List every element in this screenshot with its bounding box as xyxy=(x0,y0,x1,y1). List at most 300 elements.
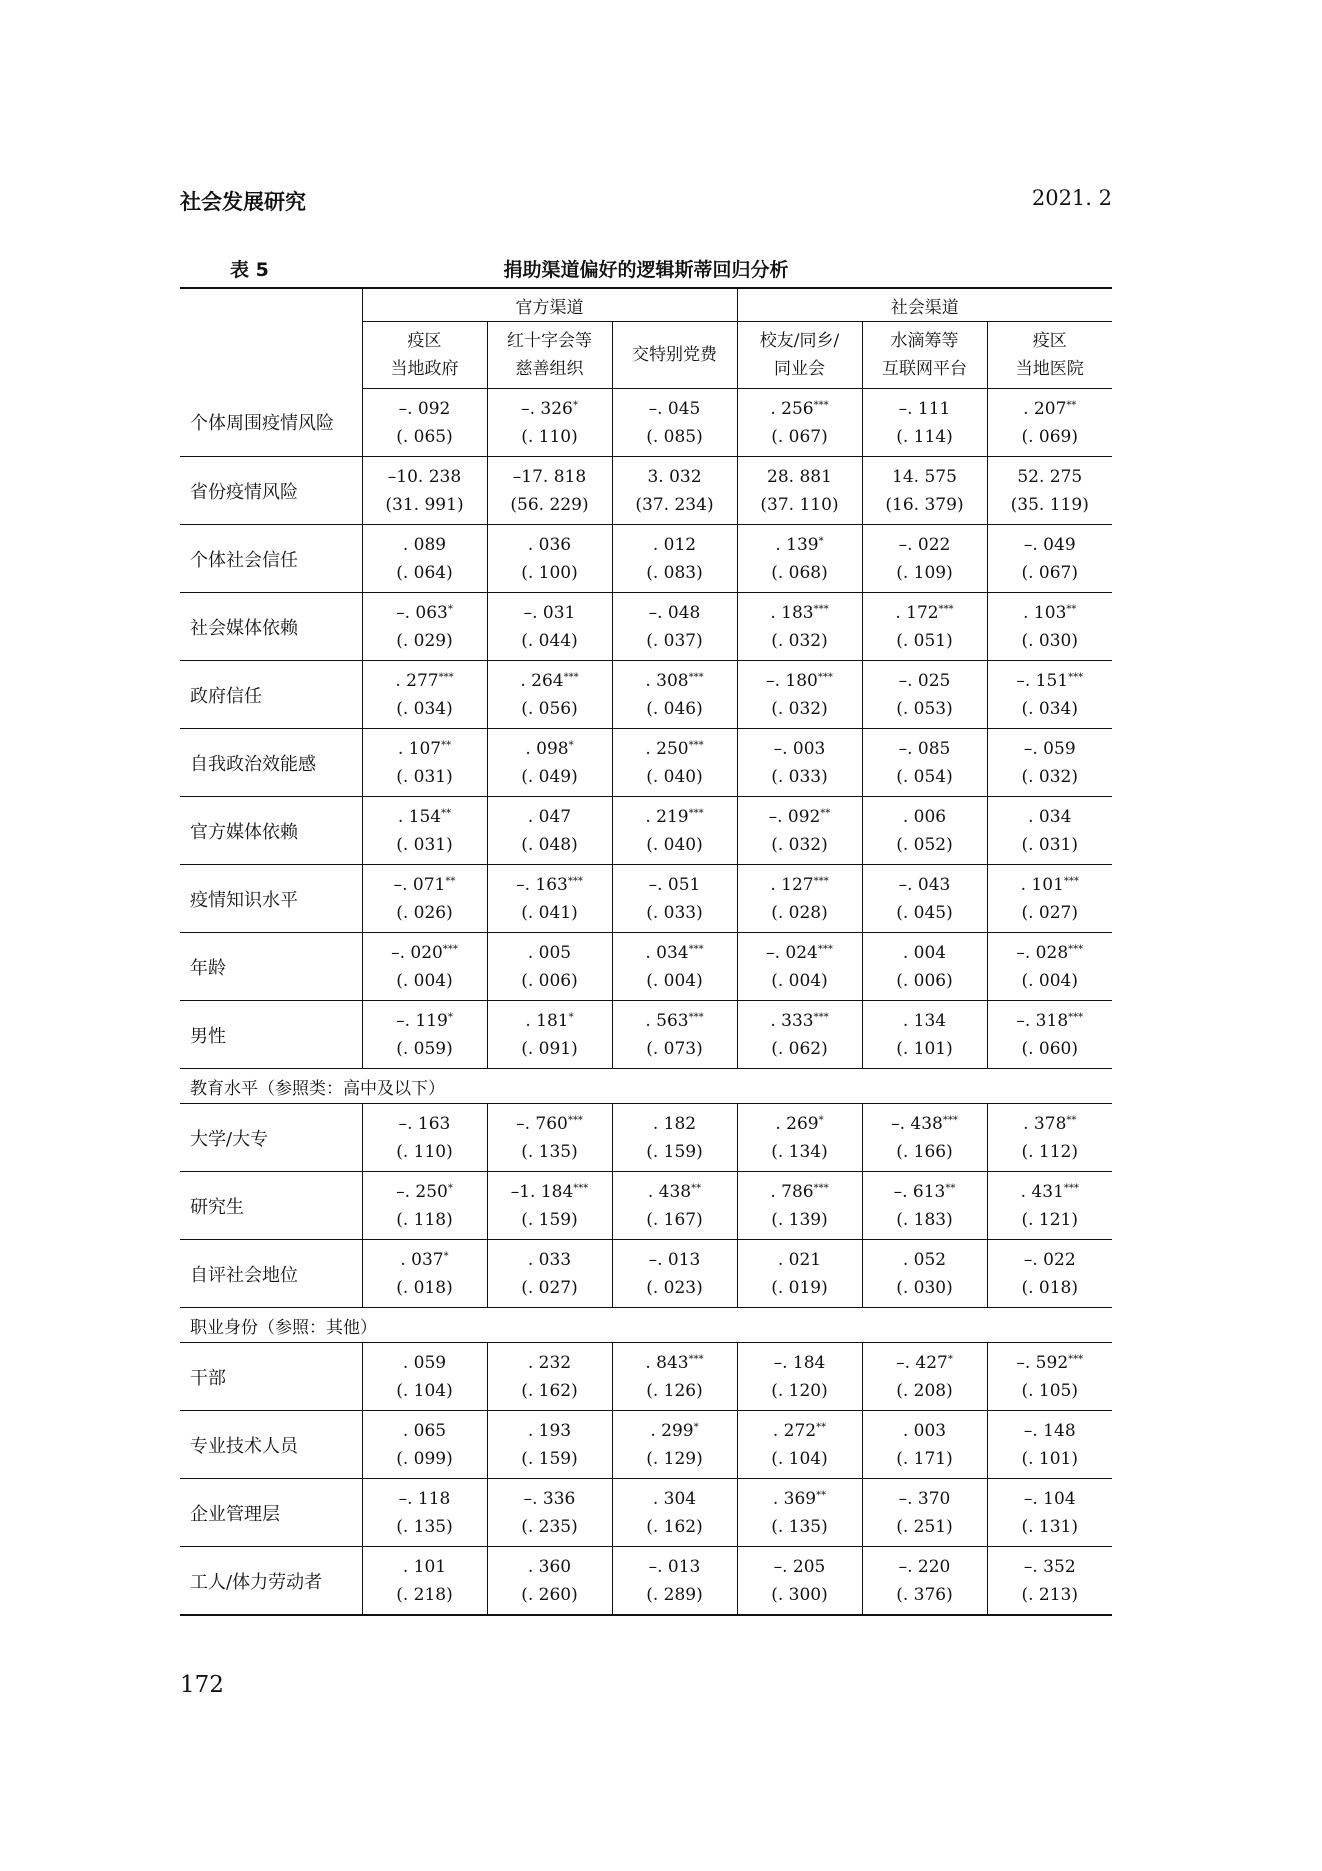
table-cell xyxy=(987,661,1112,729)
coefficient xyxy=(863,1178,987,1206)
coefficient xyxy=(863,803,987,831)
coefficient-value: . 005 xyxy=(527,942,572,963)
table-cell xyxy=(612,661,737,729)
coefficient xyxy=(613,1349,737,1377)
coefficient-value: . 127 xyxy=(770,874,814,895)
coefficient xyxy=(863,599,987,627)
standard-error: (. 129) xyxy=(646,1448,703,1469)
table-cell xyxy=(487,865,612,933)
coefficient xyxy=(613,1417,737,1445)
significance-marker: *** xyxy=(817,943,833,955)
standard-error: (. 026) xyxy=(396,902,453,923)
coefficient-value: . 004 xyxy=(902,942,947,963)
table-cell xyxy=(362,1001,487,1069)
coefficient-value: . 369 xyxy=(772,1488,817,1509)
table-cell xyxy=(737,1240,862,1308)
coefficient-value: –. 022 xyxy=(898,534,951,555)
standard-error: (. 135) xyxy=(396,1516,453,1537)
coefficient-value: –. 592 xyxy=(1016,1352,1069,1373)
table-cell xyxy=(737,1343,862,1411)
significance-marker: *** xyxy=(563,671,579,683)
standard-error: (. 289) xyxy=(646,1584,703,1605)
coefficient-value: . 107 xyxy=(397,738,442,759)
standard-error: (. 033) xyxy=(771,766,828,787)
section-row xyxy=(180,1069,1112,1104)
coefficient-value: –. 085 xyxy=(898,738,951,759)
coefficient-value: . 034 xyxy=(645,942,689,963)
significance-marker: * xyxy=(818,1114,824,1126)
coefficient xyxy=(863,463,987,491)
standard-error: (. 004) xyxy=(1021,970,1079,991)
coefficient xyxy=(863,1417,987,1445)
coefficient-value: –10. 238 xyxy=(387,466,462,487)
standard-error: (. 033) xyxy=(646,902,703,923)
standard-error: (. 110) xyxy=(521,426,578,447)
table-cell xyxy=(737,593,862,661)
table-cell xyxy=(862,1479,987,1547)
coefficient xyxy=(363,1007,487,1035)
coefficient-value: . 139 xyxy=(775,534,819,555)
coefficient xyxy=(488,1349,612,1377)
table-cell xyxy=(987,1479,1112,1547)
standard-error: (. 121) xyxy=(1021,1209,1079,1230)
table-cell xyxy=(487,1479,612,1547)
standard-error: (. 091) xyxy=(521,1038,578,1059)
coefficient-value: –. 049 xyxy=(1023,534,1076,555)
standard-error: (. 051) xyxy=(896,630,953,651)
table-cell xyxy=(737,1172,862,1240)
coefficient xyxy=(363,1553,487,1581)
coefficient-value: . 101 xyxy=(402,1556,447,1577)
coefficient-value: –. 148 xyxy=(1023,1420,1076,1441)
coefficient-value: . 269 xyxy=(775,1113,819,1134)
coefficient-value: . 843 xyxy=(645,1352,689,1373)
table-cell xyxy=(487,661,612,729)
coefficient xyxy=(613,1553,737,1581)
table-cell xyxy=(612,1104,737,1172)
significance-marker: * xyxy=(947,1353,953,1365)
coefficient-value: –. 048 xyxy=(648,602,701,623)
coefficient-value: . 101 xyxy=(1020,874,1064,895)
standard-error: (. 110) xyxy=(396,1141,453,1162)
coefficient-value: 3. 032 xyxy=(647,466,702,487)
table-row xyxy=(180,1479,1112,1547)
coefficient xyxy=(988,463,1113,491)
significance-marker: ** xyxy=(1066,399,1077,411)
row-label: 专业技术人员 xyxy=(180,1411,362,1479)
coefficient-value: –. 370 xyxy=(898,1488,951,1509)
coefficient-value: . 299 xyxy=(650,1420,694,1441)
significance-marker: *** xyxy=(817,671,833,683)
table-cell xyxy=(862,389,987,457)
table-cell xyxy=(487,1547,612,1616)
coefficient-value: . 232 xyxy=(527,1352,572,1373)
significance-marker: ** xyxy=(816,1489,827,1501)
table-cell xyxy=(987,1547,1112,1616)
table-cell xyxy=(487,593,612,661)
coefficient xyxy=(863,667,987,695)
coefficient-value: . 034 xyxy=(1028,806,1072,827)
standard-error: (. 065) xyxy=(396,426,453,447)
coefficient xyxy=(363,939,487,967)
row-label: 企业管理层 xyxy=(180,1479,362,1547)
standard-error: (. 105) xyxy=(1021,1380,1079,1401)
coefficient-value: –. 045 xyxy=(648,398,701,419)
coefficient xyxy=(363,463,487,491)
coefficient xyxy=(988,1110,1113,1138)
coefficient-value: –. 104 xyxy=(1023,1488,1076,1509)
table-header xyxy=(180,288,1112,389)
table-cell xyxy=(987,1411,1112,1479)
table-row xyxy=(180,797,1112,865)
table-cell xyxy=(612,1411,737,1479)
coefficient-value: . 182 xyxy=(652,1113,697,1134)
coefficient xyxy=(363,1178,487,1206)
coefficient-value: . 431 xyxy=(1020,1181,1064,1202)
standard-error: (. 030) xyxy=(1021,630,1079,651)
table-row xyxy=(180,933,1112,1001)
coefficient-value: . 012 xyxy=(652,534,697,555)
coefficient xyxy=(863,939,987,967)
coefficient xyxy=(488,463,612,491)
standard-error: (. 060) xyxy=(1021,1038,1079,1059)
significance-marker: *** xyxy=(1068,1353,1084,1365)
standard-error: (. 162) xyxy=(646,1516,703,1537)
issue-number: 2021. 2 xyxy=(1031,186,1112,210)
standard-error: (. 031) xyxy=(1021,834,1079,855)
standard-error: (. 118) xyxy=(396,1209,453,1230)
standard-error: (. 054) xyxy=(896,766,953,787)
table-cell xyxy=(487,1240,612,1308)
table-cell xyxy=(612,729,737,797)
standard-error: (. 104) xyxy=(396,1380,453,1401)
coefficient xyxy=(863,735,987,763)
significance-marker: ** xyxy=(445,875,456,887)
coefficient xyxy=(363,531,487,559)
table-cell xyxy=(487,389,612,457)
coefficient-value: –. 151 xyxy=(1016,670,1069,691)
coefficient-value: . 193 xyxy=(527,1420,572,1441)
standard-error: (. 056) xyxy=(521,698,578,719)
coefficient xyxy=(488,531,612,559)
row-label: 自我政治效能感 xyxy=(180,729,362,797)
significance-marker: ** xyxy=(441,739,452,751)
coefficient-value: . 207 xyxy=(1023,398,1067,419)
coefficient xyxy=(613,667,737,695)
table-cell xyxy=(487,457,612,525)
table-cell xyxy=(362,661,487,729)
table-cell xyxy=(987,1001,1112,1069)
coefficient xyxy=(988,871,1113,899)
table-cell xyxy=(487,1411,612,1479)
coefficient xyxy=(738,531,862,559)
coefficient xyxy=(738,1007,862,1035)
coefficient xyxy=(488,1110,612,1138)
coefficient xyxy=(988,1349,1113,1377)
coefficient xyxy=(988,1485,1113,1513)
group-header-social: 社会渠道 xyxy=(737,288,1112,322)
standard-error: (. 004) xyxy=(771,970,828,991)
standard-error: (. 045) xyxy=(896,902,953,923)
standard-error: (. 030) xyxy=(896,1277,953,1298)
standard-error: (. 037) xyxy=(646,630,703,651)
coefficient-value: . 098 xyxy=(525,738,569,759)
table-cell xyxy=(612,1547,737,1616)
table-cell xyxy=(362,1343,487,1411)
row-label: 干部 xyxy=(180,1343,362,1411)
coefficient-value: . 089 xyxy=(402,534,447,555)
coefficient-value: . 181 xyxy=(525,1010,569,1031)
table-cell xyxy=(862,525,987,593)
table-cell xyxy=(862,1343,987,1411)
significance-marker: * xyxy=(693,1421,699,1433)
coefficient xyxy=(738,395,862,423)
table-cell xyxy=(612,865,737,933)
significance-marker: * xyxy=(447,603,453,615)
coefficient-value: . 006 xyxy=(902,806,947,827)
column-header-line: 红十字会等 xyxy=(507,331,592,351)
coefficient xyxy=(488,871,612,899)
row-label: 研究生 xyxy=(180,1172,362,1240)
standard-error: (. 019) xyxy=(771,1277,828,1298)
column-header-line: 疫区 xyxy=(407,331,442,351)
table-cell xyxy=(487,1343,612,1411)
significance-marker: *** xyxy=(942,1114,958,1126)
table-cell xyxy=(737,389,862,457)
standard-error: (. 067) xyxy=(1021,562,1079,583)
table-cell xyxy=(737,729,862,797)
coefficient-value: –. 092 xyxy=(768,806,821,827)
standard-error: (. 159) xyxy=(521,1209,578,1230)
coefficient-value: . 052 xyxy=(902,1249,947,1270)
coefficient xyxy=(738,1485,862,1513)
coefficient xyxy=(363,395,487,423)
table-cell xyxy=(362,865,487,933)
significance-marker: *** xyxy=(688,807,704,819)
table-cell xyxy=(612,389,737,457)
coefficient-value: . 250 xyxy=(645,738,689,759)
coefficient xyxy=(863,1553,987,1581)
coefficient xyxy=(738,463,862,491)
standard-error: (. 101) xyxy=(1021,1448,1079,1469)
column-header-line: 互联网平台 xyxy=(882,359,967,379)
significance-marker: *** xyxy=(813,875,829,887)
standard-error: (. 135) xyxy=(521,1141,578,1162)
table-cell xyxy=(362,389,487,457)
significance-marker: * xyxy=(568,1011,574,1023)
significance-marker: *** xyxy=(567,1114,583,1126)
coefficient-value: . 033 xyxy=(527,1249,572,1270)
table-cell xyxy=(862,661,987,729)
standard-error: (. 126) xyxy=(646,1380,703,1401)
table-cell xyxy=(987,1172,1112,1240)
coefficient-value: –. 059 xyxy=(1023,738,1076,759)
coefficient xyxy=(488,1485,612,1513)
standard-error: (. 067) xyxy=(771,426,828,447)
standard-error: (. 068) xyxy=(771,562,828,583)
table-row xyxy=(180,1240,1112,1308)
significance-marker: *** xyxy=(1068,671,1084,683)
column-header-line: 当地医院 xyxy=(1015,359,1084,379)
coefficient-value: –. 022 xyxy=(1023,1249,1076,1270)
coefficient-value: –. 326 xyxy=(521,398,573,419)
coefficient-value: –. 013 xyxy=(648,1556,701,1577)
table-cell xyxy=(987,1343,1112,1411)
table-cell xyxy=(612,1240,737,1308)
coefficient-value: –. 025 xyxy=(898,670,951,691)
coefficient xyxy=(863,531,987,559)
significance-marker: *** xyxy=(938,603,954,615)
standard-error: (. 023) xyxy=(646,1277,703,1298)
page-number: 172 xyxy=(180,1672,224,1698)
coefficient xyxy=(363,1110,487,1138)
coefficient xyxy=(988,667,1113,695)
row-label: 个体社会信任 xyxy=(180,525,362,593)
standard-error: (. 032) xyxy=(771,698,828,719)
coefficient-value: . 059 xyxy=(402,1352,447,1373)
table-cell xyxy=(862,593,987,661)
table-cell xyxy=(362,1547,487,1616)
table-cell xyxy=(737,1479,862,1547)
standard-error: (. 018) xyxy=(1021,1277,1079,1298)
standard-error: (. 159) xyxy=(521,1448,578,1469)
coefficient-value: –. 163 xyxy=(398,1113,451,1134)
coefficient-value: 28. 881 xyxy=(767,466,832,487)
standard-error: (. 034) xyxy=(396,698,453,719)
table-cell xyxy=(612,457,737,525)
significance-marker: ** xyxy=(820,807,831,819)
table-cell xyxy=(612,1172,737,1240)
coefficient-value: –. 318 xyxy=(1016,1010,1069,1031)
coefficient xyxy=(488,1007,612,1035)
standard-error: (56. 229) xyxy=(510,494,589,515)
coefficient-value: –. 163 xyxy=(516,874,568,895)
row-label: 工人/体力劳动者 xyxy=(180,1547,362,1616)
coefficient xyxy=(363,803,487,831)
table-cell xyxy=(862,797,987,865)
coefficient-value: –. 071 xyxy=(393,874,446,895)
table-cell xyxy=(362,1240,487,1308)
table-cell xyxy=(612,593,737,661)
table-cell xyxy=(737,797,862,865)
coefficient xyxy=(488,667,612,695)
coefficient xyxy=(613,599,737,627)
coefficient-value: –. 184 xyxy=(773,1352,826,1373)
coefficient-value: –. 336 xyxy=(523,1488,576,1509)
table-cell xyxy=(737,1547,862,1616)
coefficient xyxy=(738,1417,862,1445)
coefficient-value: . 786 xyxy=(770,1181,814,1202)
standard-error: (. 376) xyxy=(896,1584,953,1605)
table-cell xyxy=(737,525,862,593)
significance-marker: ** xyxy=(816,1421,827,1433)
standard-error: (. 251) xyxy=(896,1516,953,1537)
coefficient xyxy=(488,599,612,627)
standard-error: (. 183) xyxy=(896,1209,953,1230)
table-row xyxy=(180,1104,1112,1172)
significance-marker: *** xyxy=(1068,1011,1084,1023)
table-row xyxy=(180,1411,1112,1479)
column-header-line: 当地政府 xyxy=(390,359,459,379)
coefficient-value: –. 760 xyxy=(516,1113,568,1134)
table-cell xyxy=(737,1001,862,1069)
coefficient xyxy=(363,1349,487,1377)
table-cell xyxy=(362,933,487,1001)
coefficient-value: –. 063 xyxy=(396,602,448,623)
standard-error: (. 052) xyxy=(896,834,953,855)
column-header xyxy=(737,322,862,389)
coefficient xyxy=(613,463,737,491)
coefficient xyxy=(738,1110,862,1138)
table-title: 捐助渠道偏好的逻辑斯蒂回归分析 xyxy=(503,259,789,281)
table-cell xyxy=(612,797,737,865)
row-label: 省份疫情风险 xyxy=(180,457,362,525)
coefficient xyxy=(738,599,862,627)
coefficient-value: 52. 275 xyxy=(1017,466,1083,487)
coefficient-value: –. 013 xyxy=(648,1249,701,1270)
standard-error: (. 208) xyxy=(896,1380,953,1401)
significance-marker: ** xyxy=(1066,603,1077,615)
table-row xyxy=(180,865,1112,933)
coefficient xyxy=(863,1110,987,1138)
standard-error: (35. 119) xyxy=(1010,494,1089,515)
row-label: 年龄 xyxy=(180,933,362,1001)
table-row xyxy=(180,389,1112,457)
table-cell xyxy=(862,865,987,933)
coefficient xyxy=(863,871,987,899)
coefficient xyxy=(363,871,487,899)
column-header-line: 校友/同乡/ xyxy=(759,331,840,351)
standard-error: (. 032) xyxy=(1021,766,1079,787)
coefficient-value: –. 020 xyxy=(391,942,443,963)
table-cell xyxy=(862,933,987,1001)
table-cell xyxy=(987,865,1112,933)
coefficient-value: –. 031 xyxy=(523,602,576,623)
coefficient-value: . 308 xyxy=(645,670,689,691)
coefficient xyxy=(738,803,862,831)
standard-error: (. 213) xyxy=(1021,1584,1079,1605)
column-header-line: 交特别党费 xyxy=(632,345,717,365)
coefficient-value: . 219 xyxy=(645,806,689,827)
table-cell xyxy=(737,1104,862,1172)
coefficient xyxy=(613,1007,737,1035)
coefficient xyxy=(988,735,1113,763)
standard-error: (. 069) xyxy=(1021,426,1079,447)
standard-error: (. 059) xyxy=(396,1038,453,1059)
significance-marker: *** xyxy=(442,943,458,955)
table-row xyxy=(180,729,1112,797)
table-cell xyxy=(612,1479,737,1547)
standard-error: (. 006) xyxy=(896,970,953,991)
table-cell xyxy=(987,389,1112,457)
standard-error: (. 135) xyxy=(771,1516,828,1537)
coefficient-value: –. 180 xyxy=(766,670,818,691)
coefficient xyxy=(738,735,862,763)
table-cell xyxy=(362,1479,487,1547)
coefficient xyxy=(988,803,1113,831)
coefficient xyxy=(613,531,737,559)
significance-marker: ** xyxy=(691,1182,702,1194)
coefficient-value: –. 250 xyxy=(396,1181,448,1202)
coefficient xyxy=(738,1553,862,1581)
column-header-line: 同业会 xyxy=(774,359,825,379)
coefficient-value: –. 028 xyxy=(1016,942,1069,963)
coefficient-value: –. 438 xyxy=(891,1113,943,1134)
standard-error: (. 083) xyxy=(646,562,703,583)
column-header xyxy=(862,322,987,389)
coefficient xyxy=(863,395,987,423)
coefficient xyxy=(488,1417,612,1445)
